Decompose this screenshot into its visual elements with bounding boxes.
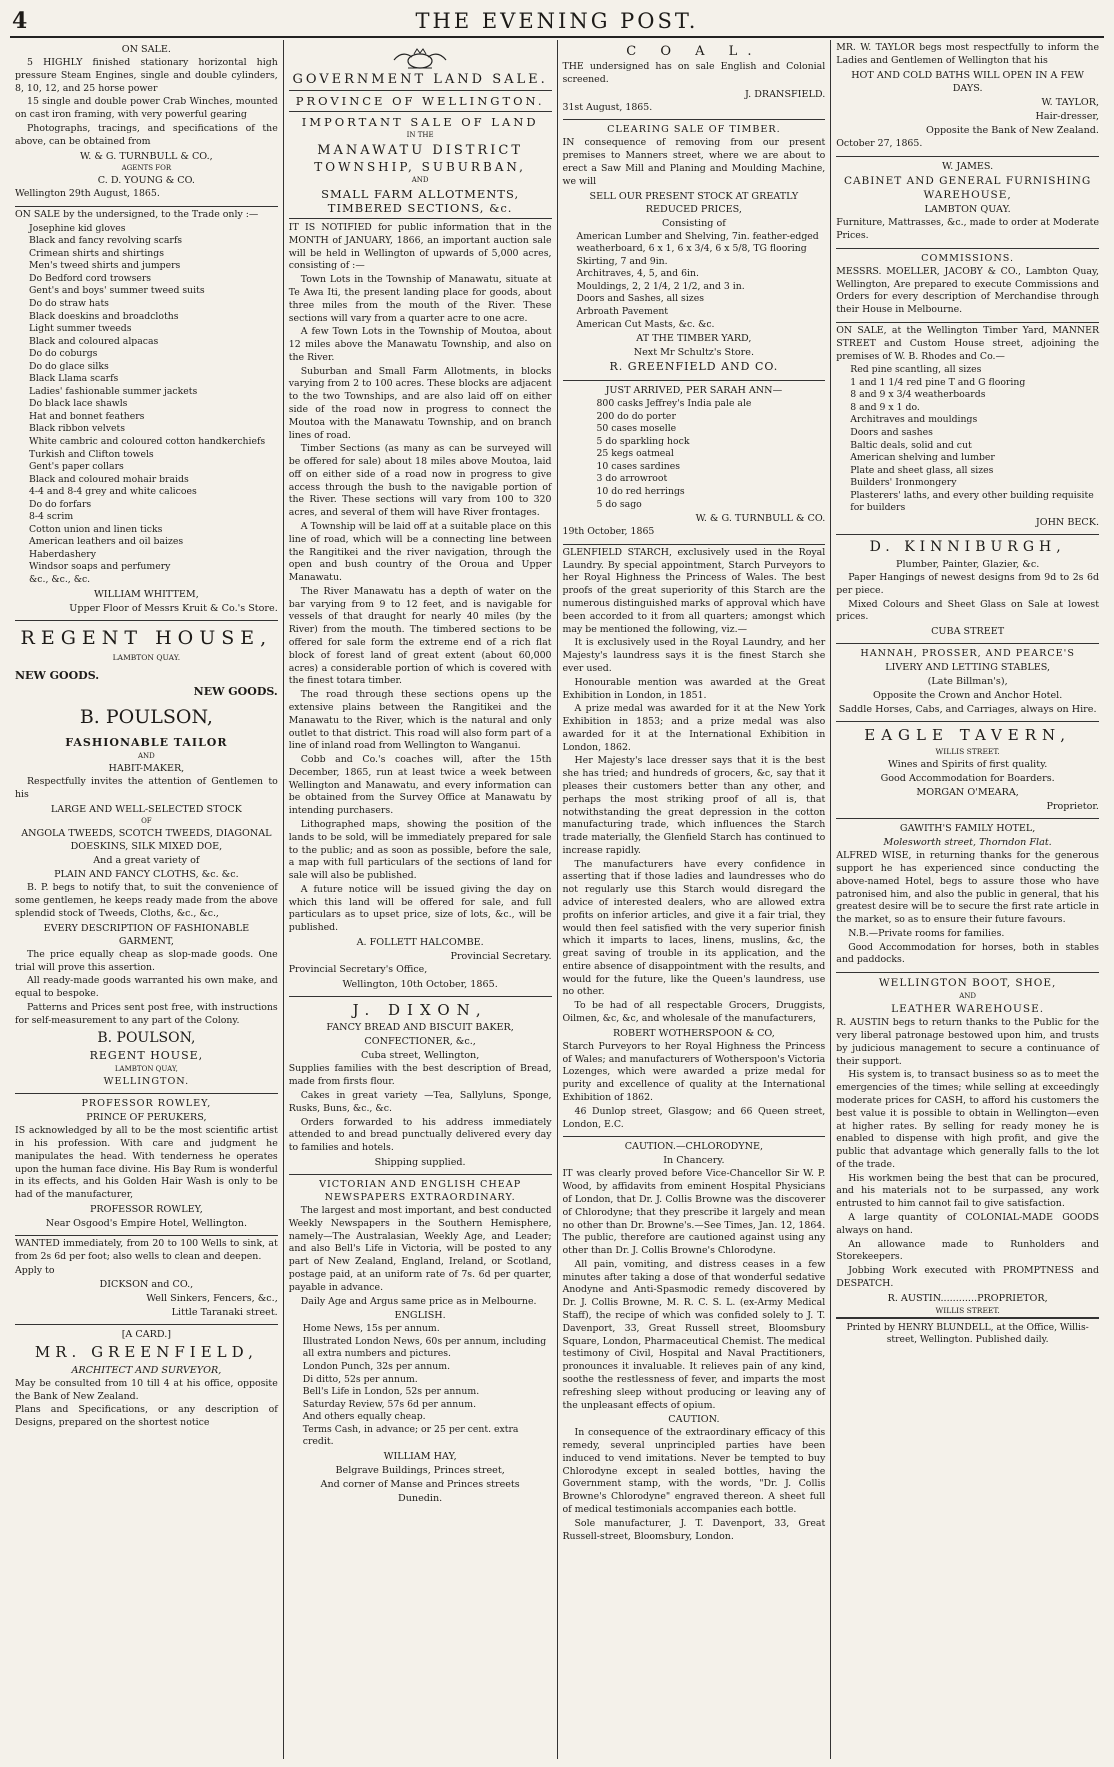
list-item: Mouldings, 2, 2 1/4, 2 1/2, and 3 in. <box>576 280 745 292</box>
regent-tweeds: ANGOLA TWEEDS, SCOTCH TWEEDS, DIAGONAL DOESKINS, SILK MIXED DOE, <box>21 828 272 853</box>
divider <box>289 90 552 91</box>
ad-text: The road through these sections opens up the extensive plains between the Rangitikei and the Manawatu to the River, which is the natural and only outlet to that district. This road will also form part of a line of inland road from Wellington to Wanganui. <box>288 689 552 752</box>
list-item: American Lumber and Shelving, 7in. feather-edged weatherboard, 6 x 1, 6 x 3/4, 6 x 5/8, TG flooring <box>576 230 819 255</box>
ad-text: Paper Hangings of newest designs from 9d to 2s 6d per piece. <box>836 571 1099 596</box>
rowley-sub: PRINCE OF PERUKERS, <box>86 1112 207 1124</box>
ad-text: Plans and Specifications, or any description of Designs, prepared on the shortest notice <box>15 1404 278 1429</box>
dixon-trade: CONFECTIONER, &c., <box>364 1036 476 1048</box>
victorian-english: ENGLISH. <box>394 1310 446 1322</box>
ad-text: IS acknowledged by all to be the most scientific artist in his profession. With care and judgment he manipulates the head. With tenderness he operates upon the human face divine. His Bay Rum is wonderful in its effects, and his Golden Hair Wash is only to be had of the manufacturer, <box>15 1125 278 1201</box>
list-item: 4-4 and 8-4 grey and white calicoes <box>29 486 197 498</box>
list-item: Doors and Sashes, all sizes <box>576 293 704 305</box>
ad-text: Patterns and Prices sent post free, with instructions for self-measurement to any part of the Colony. <box>15 1001 278 1026</box>
chloro-caution: CAUTION. <box>668 1414 720 1426</box>
ad-text: Mixed Colours and Sheet Glass on Sale at lowest prices. <box>836 598 1099 623</box>
eagle-sub: WILLIS STREET. <box>935 746 1000 756</box>
ad-coal <box>563 40 826 120</box>
list-item: Do do forfars <box>29 498 92 510</box>
hannah-text: Saddle Horses, Cabs, and Carriages, always on Hire. <box>838 704 1097 716</box>
ad-agents-label: AGENTS FOR <box>121 163 172 172</box>
list-item: American leathers and oil baizes <box>29 536 184 548</box>
boot-heading: WELLINGTON BOOT, SHOE, <box>878 977 1057 990</box>
timber-sell: SELL OUR PRESENT STOCK AT GREATLY REDUCED PRICES, <box>589 190 799 215</box>
arrived-date: 19th October, 1865 <box>562 526 655 538</box>
list-item: 3 do arrowroot <box>596 473 668 485</box>
timber-sign: R. GREENFIELD AND CO. <box>609 360 779 374</box>
dixon-name: J. DIXON, <box>352 1000 488 1019</box>
boot-heading: LEATHER WAREHOUSE. <box>891 1003 1045 1016</box>
ad-text: The largest and most important, and best conducted Weekly Newspapers in the Southern Hemisphere, namely—The Australasian, Weekly Age, and Leader; and also Bell's Life in Victoria, will be posted to any part of New Zealand, England, Ireland, or Scotland, postage paid, at an uniform rate of 7s. 6d per quarter, payable in advance. <box>288 1205 552 1293</box>
ad-text: MR. W. TAYLOR begs most respectfully to inform the Ladies and Gentlemen of Wellington that his <box>836 42 1099 66</box>
ad-text: His system is, to transact business so as to meet the emergencies of the times; while selling at exceedingly moderate prices for CASH, to afford his customers the best value it is possible to obtain in Wellington—even at higher rates. By selling for ready money he is enabled to dispense with high profit, and give the public that advantage which generally falls to the lot of the trade. <box>836 1069 1099 1170</box>
chloro-heading: CAUTION.—CHLORODYNE, <box>624 1141 764 1153</box>
ad-address: Upper Floor of Messrs Kruit & Co.'s Store. <box>69 602 278 614</box>
list-item: 10 do red herrings <box>596 486 685 497</box>
ad-heading: ON SALE. <box>121 44 171 55</box>
gov-heading: IMPORTANT SALE OF LAND <box>301 115 539 129</box>
list-item: American shelving and lumber <box>850 452 995 464</box>
rowley-sign: PROFESSOR ROWLEY, <box>89 1203 203 1215</box>
royal-crest-icon <box>390 48 450 70</box>
ad-text: An allowance made to Runholders and Storekeepers. <box>836 1238 1099 1263</box>
list-item: 50 cases moselle <box>596 423 677 435</box>
ad-text: Shipping supplied. <box>374 1156 466 1168</box>
gov-heading: SMALL FARM ALLOTMENTS, TIMBERED SECTIONS, &c. <box>321 187 520 216</box>
arrived-sign: W. & G. TURNBULL & CO. <box>695 513 826 525</box>
ad-text: Suburban and Small Farm Allotments, in blocks varying from 2 to 100 acres. These blocks are adjacent to the two Townships, and are also laid off on either side of the road now in progress to connect the Moutoa with the Manawatu Township, and on branch lines of road. <box>288 365 552 441</box>
taylor-heading: HOT AND COLD BATHS WILL OPEN IN A FEW DAYS. <box>851 69 1085 94</box>
gov-heading: GOVERNMENT LAND SALE. <box>292 72 548 87</box>
ad-glenfield-starch <box>563 545 826 1137</box>
list-item: Haberdashery <box>29 548 96 560</box>
list-item: &c., &c., &c. <box>29 574 91 585</box>
beck-sign: JOHN BECK. <box>1035 516 1099 528</box>
hannah-sub: LIVERY AND LETTING STABLES, <box>885 662 1051 674</box>
ad-taylor-baths <box>836 40 1099 157</box>
dixon-address: Cuba street, Wellington, <box>361 1050 480 1062</box>
columns <box>10 40 1104 1759</box>
victorian-address: And corner of Manse and Princes streets <box>320 1478 520 1490</box>
arrived-item-list <box>563 398 826 511</box>
list-item: Home News, 15s per annum. <box>302 1323 440 1335</box>
taylor-sign: Hair-dresser, <box>1035 110 1099 122</box>
list-item: Skirting, 7 and 9in. <box>576 255 668 267</box>
gov-heading: PROVINCE OF WELLINGTON. <box>295 94 545 108</box>
regent-title: REGENT HOUSE, <box>20 626 273 649</box>
regent-plain: PLAIN AND FANCY CLOTHS, &c. &c. <box>54 869 239 881</box>
taylor-sign: W. TAYLOR, <box>1041 96 1099 108</box>
list-item: Hat and bonnet feathers <box>29 410 145 422</box>
list-item: 200 do do porter <box>596 410 676 422</box>
ad-text: It is exclusively used in the Royal Laundry, and her Majesty's laundress says it is the finest Starch she ever used. <box>562 637 826 674</box>
ad-firm: W. & G. TURNBULL & CO., <box>80 150 213 162</box>
timber-consisting: Consisting of <box>661 217 726 229</box>
kinnib-trade: Plumber, Painter, Glazier, &c. <box>896 558 1040 570</box>
ad-steam-engines <box>15 40 278 207</box>
column-1 <box>10 40 284 1759</box>
ad-text: WANTED immediately, from 20 to 100 Wells to sink, at from 2s 6d per foot; also wells to clean and deepen. <box>15 1237 278 1262</box>
hannah-heading: HANNAH, PROSSER, AND PEARCE'S <box>860 648 1075 660</box>
list-item: 8 and 9 x 3/4 weatherboards <box>850 389 986 401</box>
gov-heading: TOWNSHIP, SUBURBAN, <box>314 159 526 174</box>
masthead <box>10 6 1104 38</box>
regent-name: B. POULSON, <box>79 705 213 728</box>
ad-text: The manufacturers have every confidence in asserting that if those ladies and laundresses who do not regularly use this Starch would disregard the advice of interested dealers, who are allowed extra profits on inferior articles, and give it a fair trial, they would then feel satisfied with the very superior finish which it imparts to laces, linens, muslins, &c, the great saving of trouble in its application, and the entire absence of disappointment with the results, and would for the future, like the Queen's laundress, use no other. <box>562 858 826 998</box>
ad-text: A large quantity of COLONIAL-MADE GOODS always on hand. <box>836 1212 1099 1236</box>
newspaper-title: THE EVENING POST. <box>415 9 699 33</box>
eagle-heading: EAGLE TAVERN, <box>864 726 1071 745</box>
ad-text: ON SALE, at the Wellington Timber Yard, MANNER STREET and Custom House street, adjoining the premises of W. B. Rhodes and Co.— <box>836 324 1099 362</box>
card-name: MR. GREENFIELD, <box>34 1343 258 1362</box>
regent-sub: LAMBTON QUAY. <box>112 652 181 662</box>
ad-text: Cakes in great variety —Tea, Sallyluns, Sponge, Rusks, Buns, &c., &c. <box>288 1090 552 1114</box>
list-item: Black and coloured alpacas <box>29 335 159 347</box>
boot-and: AND <box>959 991 977 1000</box>
list-item: Gent's paper collars <box>29 461 124 473</box>
glenfield-sign: ROBERT WOTHERSPOON & CO, <box>612 1027 775 1039</box>
ad-text: In consequence of the extraordinary efficacy of this remedy, several unprincipled parties have been induced to vend imitations. Never be tempted to buy Chlorodyne except in sealed bottles, having the Government stamp, with the words, "Dr. J. Collis Browne's Chlorodyne" engraved thereon. A sheet full of medical testimonials accompanies each bottle. <box>562 1427 826 1516</box>
arrived-heading: JUST ARRIVED, PER SARAH ANN— <box>605 385 783 397</box>
ad-dixon-baker <box>289 997 552 1175</box>
gov-sign: A. FOLLETT HALCOMBE. <box>356 937 484 948</box>
ad-text: Town Lots in the Township of Manawatu, situate at Te Awa Iti, the present landing place for goods, about three miles from the mouth of the River. These sections will vary from a quarter acre to one acre. <box>288 274 552 324</box>
timber-heading: CLEARING SALE OF TIMBER. <box>607 124 781 136</box>
gov-heading: AND <box>411 175 429 184</box>
list-item: Ladies' fashionable summer jackets <box>29 385 198 397</box>
ad-signer: WILLIAM WHITTEM, <box>93 588 199 600</box>
ad-kinniburgh <box>836 535 1099 644</box>
list-item: White cambric and coloured cotton handkerchiefs <box>29 435 266 447</box>
list-item: Saturday Review, 57s 6d per annum. <box>302 1398 477 1410</box>
ad-text: THE undersigned has on sale English and Colonial screened. <box>562 61 826 85</box>
gov-office: Provincial Secretary's Office, <box>288 964 428 976</box>
ad-livery-stables <box>836 644 1099 722</box>
list-item: Cotton union and linen ticks <box>29 523 163 535</box>
hannah-text: Opposite the Crown and Anchor Hotel. <box>872 690 1063 702</box>
ad-agent-name: C. D. YOUNG & CO. <box>97 175 195 187</box>
regent-variety: And a great variety of <box>93 855 200 867</box>
ad-text: 15 single and double power Crab Winches, mounted on cast iron framing, with very powerful gearing <box>15 96 278 121</box>
regent-sign: WELLINGTON. <box>103 1076 190 1088</box>
ad-text: IT was clearly proved before Vice-Chancellor Sir W. P. Wood, by affidavits from eminent Hospital Physicians of London, that Dr. J. Collis Browne was the discoverer of Chlorodyne; that they prescribe it largely and mean no other than Dr. Browne's.—See Times, Jan. 12, 1864. The public, therefore are cautioned against using any other than Dr. J. Collis Browne's Chlorodyne. <box>562 1168 826 1257</box>
victorian-title: VICTORIAN AND ENGLISH CHEAP NEWSPAPERS EXTRAORDINARY. <box>319 1178 522 1204</box>
eagle-sign: MORGAN O'MEARA, <box>916 787 1019 799</box>
list-item: Gent's and boys' summer tweed suits <box>29 285 205 297</box>
list-item: Do do glace silks <box>29 360 109 372</box>
list-item: Doors and sashes <box>850 427 933 439</box>
ad-text: Orders forwarded to his address immediately attended to and bread punctually delivered every day to families and hotels. <box>288 1116 552 1154</box>
list-item: 10 cases sardines <box>596 460 680 472</box>
victorian-address: Belgrave Buildings, Princes street, <box>335 1464 505 1476</box>
ad-text: To be had of all respectable Grocers, Druggists, Oilmen, &c, &c, and wholesale of the manufacturers, <box>562 1000 826 1025</box>
ad-text: The price equally cheap as slop-made goods. One trial will prove this assertion. <box>15 948 278 973</box>
regent-new-goods: NEW GOODS. <box>15 668 100 682</box>
list-item: 5 do sparkling hock <box>596 435 690 447</box>
gov-heading: MANAWATU DISTRICT <box>317 142 523 158</box>
wanted-address: Little Taranaki street. <box>171 1307 278 1319</box>
ad-victorian-newspapers <box>289 1175 552 1505</box>
ad-text: R. AUSTIN begs to return thanks to the Public for the very liberal patronage bestowed upon him, and trusts by judicious management to secure a continuance of their support. <box>836 1017 1099 1067</box>
ad-text: A prize medal was awarded for it at the New York Exhibition in 1853; and a prize medal was also awarded for it at the International Exhibition in London, 1862. <box>562 703 826 753</box>
james-heading: CABINET AND GENERAL FURNISHING WAREHOUSE, <box>843 174 1092 201</box>
list-item: Do black lace shawls <box>29 398 128 410</box>
ad-text: IT IS NOTIFIED for public information that in the MONTH of JANUARY, 1866, an important auction sale will be held in Wellington of upwards of 5,000 acres, consisting of :— <box>288 222 552 272</box>
printer-imprint: Printed by HENRY BLUNDELL, at the Office, Willis-street, Wellington. Published daily. <box>836 1317 1099 1346</box>
regent-every: EVERY DESCRIPTION OF FASHIONABLE GARMENT, <box>43 922 250 947</box>
wanted-apply: Apply to <box>15 1264 55 1276</box>
list-item: Do do coburgs <box>29 348 98 360</box>
list-item: Black and coloured mohair braids <box>29 473 189 485</box>
list-item: Builders' Ironmongery <box>850 477 957 489</box>
hannah-late: (Late Billman's), <box>927 676 1008 688</box>
coal-date: 31st August, 1865. <box>562 101 653 113</box>
ad-chlorodyne <box>563 1137 826 1543</box>
wanted-address: Well Sinkers, Fencers, &c., <box>146 1293 278 1305</box>
coal-heading: C O A L. <box>626 44 762 59</box>
list-item: Red pine scantling, all sizes <box>850 364 982 376</box>
list-item: Windsor soaps and perfumery <box>29 561 171 573</box>
ad-text: ALFRED WISE, in returning thanks for the generous support he has experienced since conducting the above-named Hotel, begs to assure those who have patronised him, and also the public in general, that his greatest desire will be to secure the first rate article in the market, so as to ensure their future favours. <box>836 850 1099 926</box>
column-2 <box>284 40 558 1759</box>
list-item: Di ditto, 52s per annum. <box>302 1373 418 1385</box>
ad-text: Respectfully invites the attention of Gentlemen to his <box>15 776 278 800</box>
chloro-sub: In Chancery. <box>663 1155 725 1167</box>
ad-drapery-sale <box>15 207 278 621</box>
timber-yard: AT THE TIMBER YARD, <box>636 333 752 345</box>
ad-wells-wanted <box>15 1236 278 1325</box>
column-4 <box>831 40 1104 1759</box>
list-item: Illustrated London News, 60s per annum, including all extra numbers and pictures. <box>302 1335 547 1360</box>
ad-text: Sole manufacturer, J. T. Davenport, 33, Great Russell-street, Bloomsbury, London. <box>562 1517 826 1542</box>
ad-commissions <box>836 249 1099 323</box>
ad-text: A future notice will be issued giving the day on which this land will be offered for sale, and full particulars as to upset price, size of lots, &c., will be published. <box>288 883 552 934</box>
ad-timber-clearing <box>563 120 826 381</box>
rowley-title: PROFESSOR ROWLEY, <box>81 1098 212 1110</box>
ad-text: 46 Dunlop street, Glasgow; and 66 Queen street, London, E.C. <box>562 1105 826 1130</box>
ad-text: Furniture, Mattrasses, &c., made to order at Moderate Prices. <box>836 217 1099 241</box>
ad-text: B. P. begs to notify that, to suit the convenience of some gentlemen, he keeps ready made from the above splendid stock of Tweeds, Cloths, &c., &c., <box>15 882 278 919</box>
regent-stock: LARGE AND WELL-SELECTED STOCK <box>50 803 242 815</box>
regent-trade: FASHIONABLE TAILOR <box>65 735 228 749</box>
kinnib-name: D. KINNIBURGH, <box>869 538 1066 555</box>
dixon-trade: FANCY BREAD AND BISCUIT BAKER, <box>326 1022 514 1034</box>
list-item: Do do straw hats <box>29 297 109 309</box>
list-item: 800 casks Jeffrey's India pale ale <box>596 398 752 410</box>
regent-new-goods: NEW GOODS. <box>193 684 278 698</box>
commissions-heading: COMMISSIONS. <box>921 252 1015 264</box>
list-item: London Punch, 32s per annum. <box>302 1361 451 1372</box>
list-item: Terms Cash, in advance; or 25 per cent. extra credit. <box>302 1423 519 1448</box>
list-item: 8 and 9 x 1 do. <box>850 401 920 413</box>
list-item: Architraves and mouldings <box>850 414 978 426</box>
divider <box>289 111 552 112</box>
taylor-date: October 27, 1865. <box>836 137 923 149</box>
ad-text: Photographs, tracings, and specifications of the above, can be obtained from <box>15 122 278 147</box>
list-item: Turkish and Clifton towels <box>29 448 154 460</box>
ad-text: The River Manawatu has a depth of water on the bar varying from 9 to 12 feet, and is navigable for vessels of that draught for nearly 40 miles (by the River) from the mouth. The timbered sections to be offered for sale form the extreme end of a rich flat block of forest land of great extent (about 60,000 acres) a considerable portion of which is covered with the finest totara timber. <box>288 585 552 687</box>
list-item: And others equally cheap. <box>302 1411 426 1423</box>
timber-next: Next Mr Schultz's Store. <box>633 347 754 359</box>
regent-of: OF <box>141 816 152 825</box>
ad-text: May be consulted from 10 till 4 at his office, opposite the Bank of New Zealand. <box>15 1377 278 1402</box>
list-item: Black Llama scarfs <box>29 373 119 385</box>
list-item: Plasterers' laths, and every other building requisite for builders <box>850 489 1094 514</box>
list-item: Architraves, 4, 5, and 6in. <box>576 268 699 280</box>
list-item: 5 do sago <box>596 498 642 510</box>
regent-sign: B. POULSON, <box>97 1029 196 1046</box>
ad-boot-warehouse <box>836 973 1099 1346</box>
list-item: Josephine kid gloves <box>29 222 126 234</box>
ad-date: Wellington 29th August, 1865. <box>15 188 160 200</box>
ad-w-james <box>836 157 1099 249</box>
drapery-item-list <box>15 223 278 587</box>
ad-text: Starch Purveyors to her Royal Highness the Princess of Wales; and manufacturers of Wotherspoon's Victoria Lozenges, which were awarded a prize medal for purity and excellence of quality at the International Exhibition of 1862. <box>562 1040 826 1103</box>
newspaper-price-list <box>289 1323 552 1448</box>
ad-text: 5 HIGHLY finished stationary horizontal high pressure Steam Engines, single and double cylinders, 8, 10, 12, and 25 horse power <box>15 57 278 94</box>
list-item: Plate and sheet glass, all sizes <box>850 464 994 476</box>
rowley-address: Near Osgood's Empire Hotel, Wellington. <box>45 1217 248 1229</box>
ad-text: Honourable mention was awarded at the Great Exhibition in London, in 1851. <box>562 676 826 701</box>
eagle-text: Good Accommodation for Boarders. <box>880 773 1055 784</box>
gawith-heading: GAWITH'S FAMILY HOTEL, <box>899 823 1036 835</box>
ad-text: A Township will be laid off at a suitable place on this line of road, which will be a connecting line between the Rangitikei and the river navigation, through the open and bush country of the Oroua and Upper Manawatu. <box>288 521 552 584</box>
ad-text: A few Town Lots in the Township of Moutoa, about 12 miles above the Manawatu Township, and also on the River. <box>288 326 552 363</box>
list-item: Baltic deals, solid and cut <box>850 439 972 451</box>
list-item: Black doeskins and broadcloths <box>29 310 179 322</box>
eagle-sign: Proprietor. <box>1046 801 1099 813</box>
card-label: [A CARD.] <box>121 1329 172 1341</box>
list-item: Do Bedford cord trowsers <box>29 272 152 284</box>
ad-text: Jobbing Work executed with PROMPTNESS and DESPATCH. <box>836 1265 1099 1289</box>
ad-regent-house <box>15 621 278 1094</box>
victorian-address: Dunedin. <box>398 1492 443 1504</box>
gov-date: Wellington, 10th October, 1865. <box>342 978 498 990</box>
boot-sign: WILLIS STREET. <box>935 1305 1000 1315</box>
regent-habit: HABIT-MAKER, <box>108 763 185 775</box>
list-item: Light summer tweeds <box>29 323 132 335</box>
ad-gawith-hotel <box>836 819 1099 973</box>
wanted-firm: DICKSON and CO., <box>99 1279 194 1291</box>
list-item: Men's tweed shirts and jumpers <box>29 260 181 272</box>
ad-text: Lithographed maps, showing the position of the lands to be sold, will be immediately prepared for sale to the public; and as soon as possible, before the sale, a map with full particulars of the sections of land for sale will also be published. <box>288 818 552 882</box>
list-item: American Cut Masts, &c. &c. <box>576 318 715 330</box>
ad-text: His workmen being the best that can be procured, and his materials not to be surpassed, any work entrusted to him cannot fail to give satisfaction. <box>836 1172 1099 1210</box>
ad-government-land-sale <box>289 40 552 997</box>
james-name: W. JAMES. <box>942 160 994 172</box>
column-3 <box>558 40 832 1759</box>
taylor-address: Opposite the Bank of New Zealand. <box>925 124 1099 136</box>
list-item: 25 kegs oatmeal <box>596 448 674 460</box>
gawith-sub: Molesworth street, Thorndon Flat. <box>883 837 1052 849</box>
ad-text: IN consequence of removing from our present premises to Manners street, where we are about to erect a Saw Mill and Planing and Moulding Machine, we will <box>562 137 826 187</box>
ad-text: Cobb and Co.'s coaches will, after the 15th December, 1865, run at least twice a week between Wellington and Manawatu, and every information can be obtained from the Survey Office at Manawatu by intending purchasers. <box>288 754 552 817</box>
regent-and: AND <box>137 751 155 760</box>
list-item: Crimean shirts and shirtings <box>29 247 165 259</box>
kinnib-address: CUBA STREET <box>931 626 1005 638</box>
ad-greenfield-card <box>15 1325 278 1430</box>
ad-text: GLENFIELD STARCH, exclusively used in the Royal Laundry. By special appointment, Starch Purveyors to her Royal Highness the Princess of Wales. The best proofs of the great superiority of this Starch are the numerous distinguished marks of approval which have been accorded to it from all quarters; amongst which may be mentioned the following, viz.— <box>562 546 826 635</box>
eagle-text: Wines and Spirits of first quality. <box>887 758 1048 770</box>
ad-text: N.B.—Private rooms for families. <box>848 927 1005 939</box>
ad-professor-rowley <box>15 1094 278 1236</box>
list-item: Arbroath Pavement <box>576 305 669 317</box>
ad-text: MESSRS. MOELLER, JACOBY & CO., Lambton Quay, Wellington, Are prepared to execute Commissions and Orders for every description of Merchandise through their House in Melbourne. <box>836 265 1099 316</box>
ad-just-arrived <box>563 381 826 545</box>
list-item: 8-4 scrim <box>29 511 74 523</box>
ad-text: Good Accommodation for horses, both in stables and paddocks. <box>836 941 1099 966</box>
ad-intro: ON SALE by the undersigned, to the Trade only :— <box>15 208 259 220</box>
ad-text: Her Majesty's lace dresser says that it is the best she has tried; and hundreds of grocers, &c, say that it pleases their customers better than any other, and perhaps the most striking proof of all is, that notwithstanding the great depression in the cotton manufacturing trade, which influences the Starch trade materially, the Glenfield Starch has continued to increase rapidly. <box>562 755 826 856</box>
victorian-sign: WILLIAM HAY, <box>383 1450 457 1462</box>
list-item: Black and fancy revolving scarfs <box>29 235 183 247</box>
list-item: 1 and 1 1/4 red pine T and G flooring <box>850 376 1026 388</box>
coal-sign: J. DRANSFIELD. <box>745 88 826 100</box>
list-item: Bell's Life in London, 52s per annum. <box>302 1386 480 1398</box>
beck-item-list <box>836 364 1099 515</box>
ad-text: All ready-made goods warranted his own make, and equal to bespoke. <box>15 975 278 1000</box>
regent-sign: REGENT HOUSE, <box>89 1048 204 1062</box>
gov-heading: IN THE <box>406 131 434 139</box>
regent-sign: LAMBTON QUAY, <box>114 1064 178 1073</box>
page-number: 4 <box>12 8 28 34</box>
james-sub: LAMBTON QUAY. <box>924 204 1011 216</box>
gov-sign-title: Provincial Secretary. <box>450 951 552 963</box>
ad-text: Supplies families with the best description of Bread, made from firsts flour. <box>288 1063 552 1088</box>
ad-text: Timber Sections (as many as can be surveyed will be offered for sale) about 18 miles above Moutoa, laid off on either side of a road now in progress to give access through the bush to the navigable portion of the River. These sections will vary from 100 to 320 acres, and several of them will have River frontages. <box>288 443 552 519</box>
list-item: Black ribbon velvets <box>29 423 125 435</box>
ad-text: All pain, vomiting, and distress ceases in a few minutes after taking a dose of that wonderful sedative Anodyne and Anti-Spasmodic remedy discovered by Dr. J. Collis Browne, M. R. C. S. L. (ex-Army Medical Staff), the recipe of which was confided solely to J. T. Davenport, 33, Great Russell street, Bloomsbury Square, London, Pharmaceutical Chemist. The medical testimony of Civil, Hospital and Naval Practitioners, pronounces it invaluable. It relieves pain of any kind, soothe the restlessness of fever, and imparts the most refreshing sleep without producing or leaving any of the unpleasant effects of opium. <box>562 1258 826 1411</box>
ad-john-beck <box>836 323 1099 535</box>
ad-eagle-tavern <box>836 722 1099 819</box>
divider <box>289 218 552 219</box>
card-title: ARCHITECT AND SURVEYOR, <box>71 1364 222 1376</box>
timber-item-list <box>563 231 826 331</box>
boot-sign: R. AUSTIN............PROPRIETOR, <box>887 1292 1048 1304</box>
ad-text: Daily Age and Argus same price as in Melbourne. <box>300 1295 537 1307</box>
